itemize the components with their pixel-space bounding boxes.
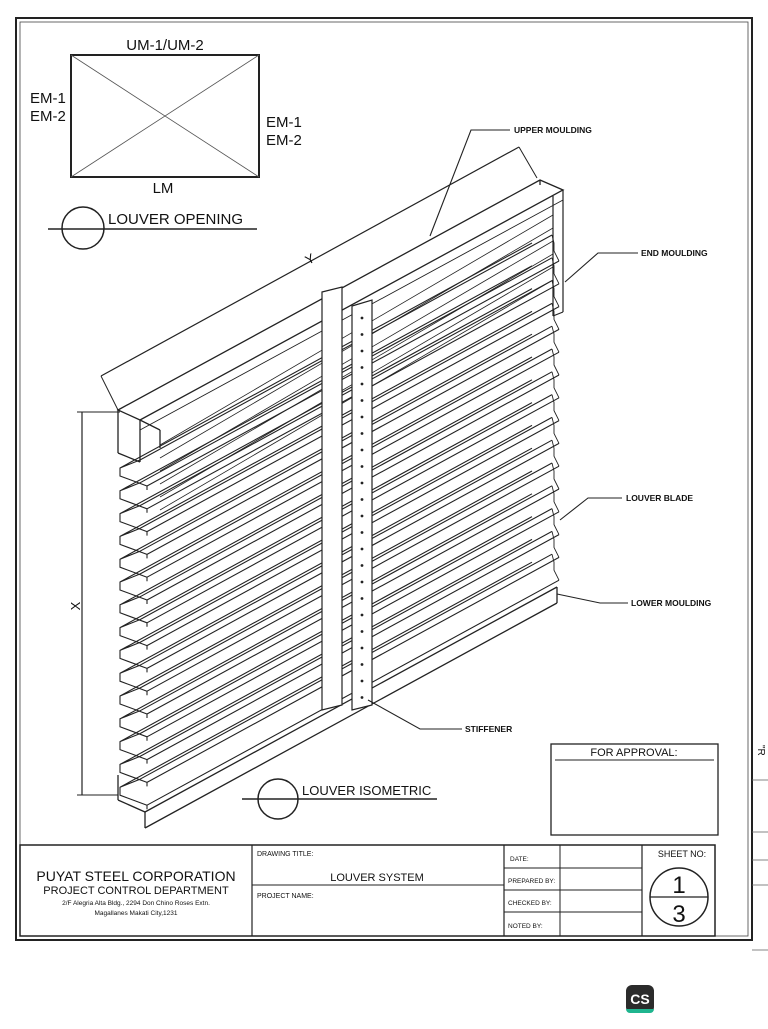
stiffener — [322, 287, 372, 710]
stiffener-rivet — [361, 482, 364, 485]
callout-louver-blade: LOUVER BLADE — [626, 493, 694, 503]
outer-border — [16, 18, 752, 940]
stiffener-rivet — [361, 597, 364, 600]
leader-end-moulding — [565, 253, 638, 282]
stiffener-rivet — [361, 399, 364, 402]
stiffener-rivet — [361, 515, 364, 518]
stiffener-rivet — [361, 614, 364, 617]
stiffener-rivet — [361, 531, 364, 534]
opening-title — [48, 207, 257, 249]
callout-lower-moulding: LOWER MOULDING — [631, 598, 712, 608]
edge-text: "R — [755, 745, 766, 756]
leader-stiffener — [368, 700, 462, 729]
stiffener-rivet — [361, 317, 364, 320]
approval-box — [551, 744, 718, 835]
opening-title-symbol — [62, 207, 104, 249]
stiffener-rivet — [361, 449, 364, 452]
checked-by-label: CHECKED BY: — [508, 900, 552, 907]
stiffener-rivet — [361, 548, 364, 551]
date-label: DATE: — [510, 856, 529, 863]
stiffener-rivet — [361, 696, 364, 699]
company-name: PUYAT STEEL CORPORATION — [36, 868, 236, 884]
dimension-y-label: Y — [302, 250, 318, 268]
callout-end-moulding: END MOULDING — [641, 248, 708, 258]
address-line-2: Magallanes Makati City,1231 — [94, 910, 178, 917]
opening-title-text: LOUVER OPENING — [108, 211, 244, 228]
stiffener-rivet — [361, 465, 364, 468]
stiffener-rivet — [361, 333, 364, 336]
isometric-title-text: LOUVER ISOMETRIC — [302, 783, 432, 798]
stiffener-rivet — [361, 498, 364, 501]
opening-right-label-2: EM-2 — [266, 132, 302, 149]
callout-upper-moulding: UPPER MOULDING — [514, 125, 592, 135]
stiffener-rivet — [361, 432, 364, 435]
sheet-total: 3 — [672, 901, 686, 928]
opening-top-label: UM-1/UM-2 — [126, 37, 204, 54]
opening-bottom-label: LM — [152, 180, 174, 197]
stiffener-rivet — [361, 383, 364, 386]
drawing-title-value: LOUVER SYSTEM — [330, 872, 424, 884]
opening-right-label-1: EM-1 — [266, 114, 302, 131]
address-line-1: 2/F Alegria Alta Bldg., 2294 Don Chino Roses Extn. — [62, 900, 210, 907]
stiffener-rivet — [361, 416, 364, 419]
stiffener-rivet — [361, 663, 364, 666]
stiffener-rivet — [361, 630, 364, 633]
approval-title: FOR APPROVAL: — [590, 747, 678, 759]
stiffener-rivet — [361, 680, 364, 683]
scanner-app-badge: CS — [626, 985, 654, 1013]
drawing-title-label: DRAWING TITLE: — [257, 851, 314, 858]
sheet-number: 1 — [672, 872, 686, 899]
edge-marks — [752, 780, 768, 950]
dimension-x — [77, 412, 120, 795]
leader-louver-blade — [560, 498, 622, 520]
isometric-title — [242, 779, 437, 819]
sheet-no-label: SHEET NO: — [657, 849, 707, 859]
dimension-x-label: X — [68, 601, 83, 611]
stiffener-rivet — [361, 350, 364, 353]
leader-lower-moulding — [557, 594, 628, 603]
stiffener-rivet — [361, 581, 364, 584]
callout-stiffener: STIFFENER — [465, 724, 513, 734]
prepared-by-label: PREPARED BY: — [508, 878, 556, 885]
opening-left-label-1: EM-1 — [30, 90, 66, 107]
opening-diagram — [30, 37, 302, 197]
stiffener-rivet — [361, 366, 364, 369]
noted-by-label: NOTED BY: — [508, 923, 543, 930]
stiffener-rivet — [361, 564, 364, 567]
opening-left-label-2: EM-2 — [30, 108, 66, 125]
project-name-label: PROJECT NAME: — [257, 893, 314, 900]
department-name: PROJECT CONTROL DEPARTMENT — [43, 885, 229, 897]
stiffener-rivet — [361, 647, 364, 650]
